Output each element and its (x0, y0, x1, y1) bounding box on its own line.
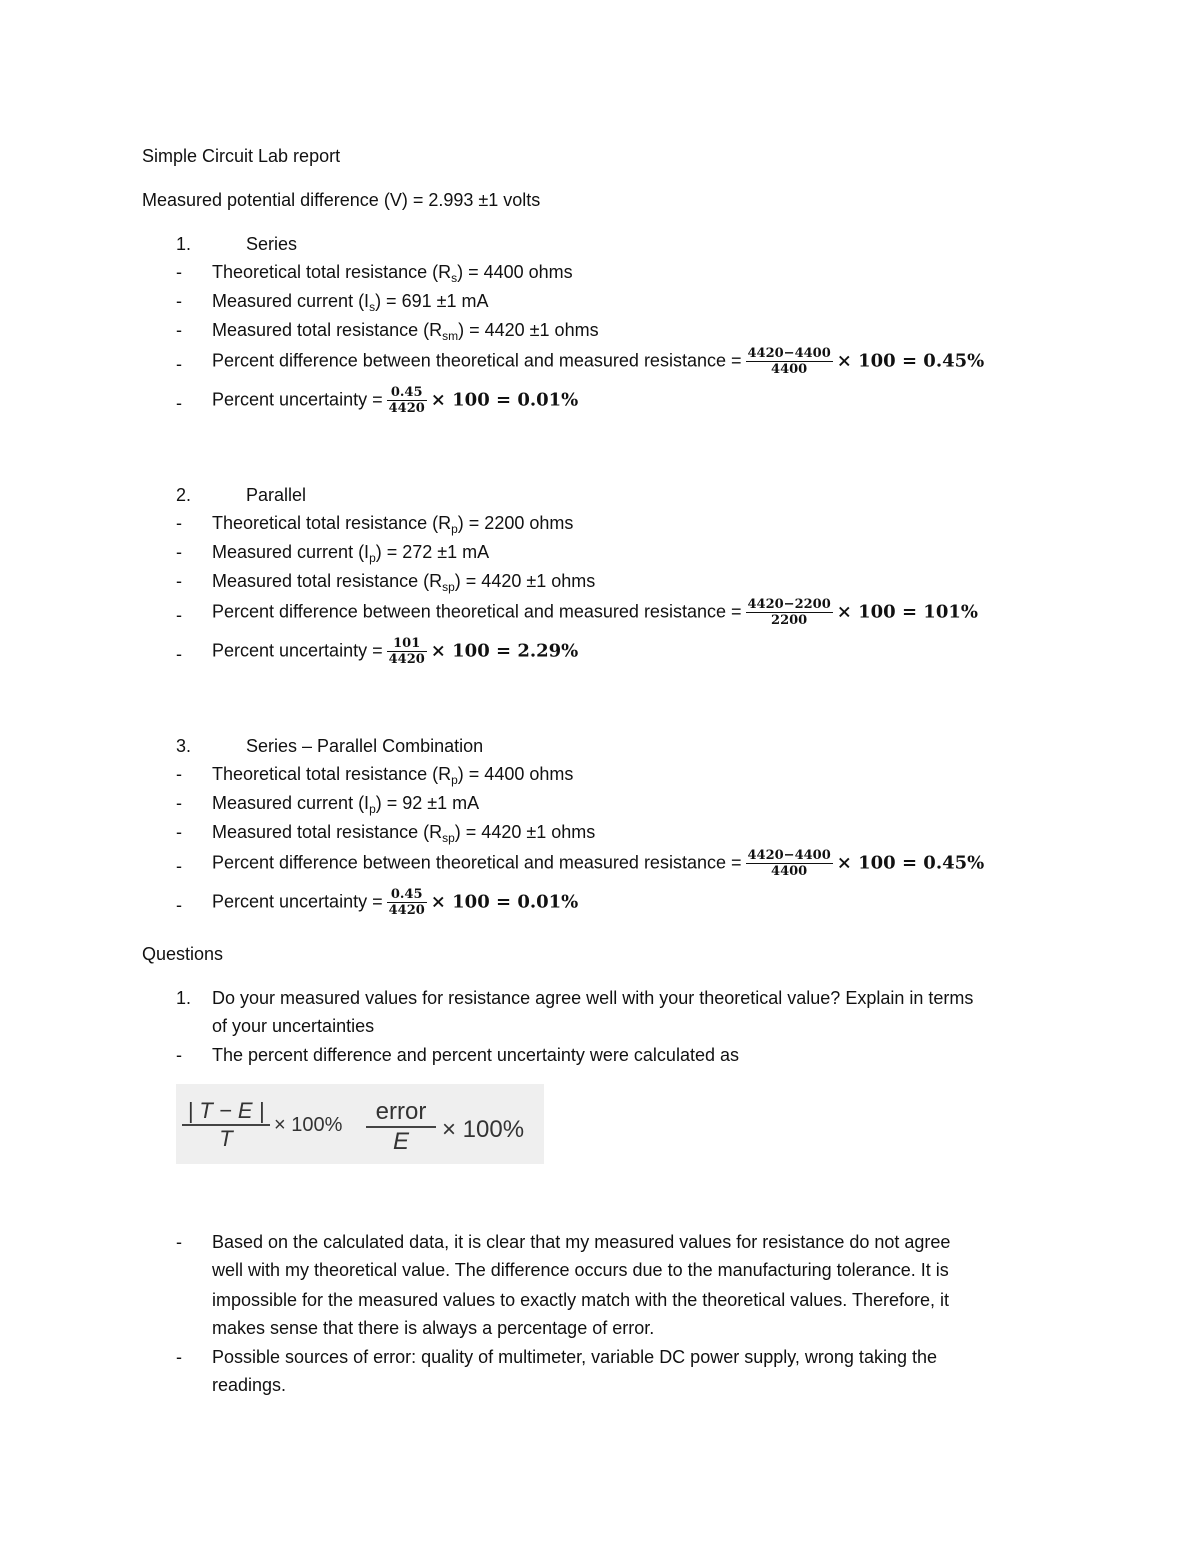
measured-resistance-value: ) = 4420 ±1 ohms (454, 571, 596, 591)
section-number: 2. (176, 485, 192, 505)
bullet-dash: - (176, 291, 182, 311)
formula-2-numerator: error (366, 1098, 436, 1128)
bullet-dash: - (176, 542, 182, 562)
formula-2-multiplier: × 100% (442, 1116, 525, 1143)
fraction-numerator: 0.45 (387, 887, 427, 903)
subscript: p (451, 773, 458, 787)
fraction-numerator: 4420−4400 (747, 346, 831, 361)
section-heading: Series – Parallel Combination (246, 736, 484, 756)
percent-uncertainty-fraction (387, 636, 427, 667)
bullet-dash: - (176, 320, 182, 340)
fraction-numerator: 101 (387, 636, 427, 652)
bullet-dash: - (176, 1347, 182, 1367)
subscript: sp (442, 580, 455, 594)
section-number: 1. (176, 234, 192, 254)
measured-resistance-value: ) = 4420 ±1 ohms (458, 320, 599, 340)
fraction-numerator: 4420−2200 (747, 597, 831, 612)
section-row (176, 734, 483, 758)
bullet-dash: - (176, 856, 182, 876)
questions-heading: Questions (142, 944, 224, 964)
subscript: p (451, 522, 458, 536)
answer-line-3: impossible for the measured values to exactly match with the theoretical values. Therefore, it (212, 1290, 950, 1310)
bullet-dash: - (176, 571, 182, 591)
formula-1-numerator: | T − E | (182, 1098, 270, 1126)
answer-line-4: makes sense that there is always a percentage of error. (212, 1318, 655, 1338)
bullet-dash: - (176, 605, 182, 625)
section-row (212, 762, 573, 792)
formula-1-multiplier: × 100% (274, 1114, 343, 1136)
percent-difference-label: Percent difference between theoretical and measured resistance = (212, 601, 742, 622)
bullet-dash: - (176, 793, 182, 813)
section-number: 3. (176, 736, 192, 756)
percent-difference-fraction (746, 597, 833, 628)
measured-current-value: ) = 92 ±1 mA (375, 793, 480, 813)
subscript: p (369, 802, 376, 816)
theoretical-resistance-value: ) = 4400 ohms (457, 262, 573, 282)
section-row (212, 887, 578, 918)
fraction-denominator: 2200 (771, 613, 808, 628)
section-row (212, 597, 978, 628)
percent-difference-fraction (746, 346, 833, 377)
section-row (212, 385, 578, 416)
section-row (212, 636, 578, 667)
measured-current-value: ) = 272 ±1 mA (375, 542, 490, 562)
measured-resistance-value: ) = 4420 ±1 ohms (454, 822, 596, 842)
section-row (212, 820, 595, 850)
measured-resistance-prefix: Measured total resistance (R (212, 571, 443, 591)
bullet-dash: - (176, 822, 182, 842)
section-row (212, 569, 595, 599)
bullet-dash: - (176, 895, 182, 915)
measured-current-prefix: Measured current (I (212, 291, 370, 311)
percent-uncertainty-label: Percent uncertainty = (212, 891, 383, 912)
fraction-denominator: 4420 (388, 652, 425, 667)
bullet-dash: - (176, 764, 182, 784)
bullet-dash: - (176, 513, 182, 533)
fraction-denominator: 4400 (771, 362, 808, 377)
percent-difference-label: Percent difference between theoretical and measured resistance = (212, 852, 742, 873)
section-row (176, 232, 297, 256)
measured-resistance-prefix: Measured total resistance (R (212, 320, 443, 340)
percent-uncertainty-fraction (387, 385, 427, 416)
answer-intro: The percent difference and percent uncertainty were calculated as (212, 1045, 739, 1065)
percent-uncertainty-label: Percent uncertainty = (212, 389, 383, 410)
subscript: s (451, 271, 458, 285)
bullet-dash: - (176, 393, 182, 413)
percent-difference-result: × 100 = 0.45% (836, 852, 985, 874)
bullet-dash: - (176, 262, 182, 282)
section-row (212, 346, 984, 377)
fraction-denominator: 4420 (388, 903, 425, 918)
theoretical-resistance-prefix: Theoretical total resistance (R (212, 262, 452, 282)
report-title: Simple Circuit Lab report (142, 146, 341, 166)
section-row (212, 318, 599, 348)
section-heading: Series (246, 234, 298, 254)
subscript: p (369, 551, 376, 565)
percent-uncertainty-formula (366, 1098, 436, 1156)
measured-resistance-prefix: Measured total resistance (R (212, 822, 443, 842)
formula-image (176, 1084, 544, 1164)
answer-line-2: well with my theoretical value. The difference occurs due to the manufacturing tolerance. It is (212, 1260, 949, 1280)
bullet-dash: - (176, 1232, 182, 1252)
theoretical-resistance-value: ) = 4400 ohms (457, 764, 574, 784)
measured-current-prefix: Measured current (I (212, 542, 370, 562)
section-row (212, 511, 573, 541)
subscript: s (369, 300, 376, 314)
percent-difference-result: × 100 = 101% (836, 601, 978, 623)
bullet-dash: - (176, 1045, 182, 1065)
percent-difference-fraction (746, 848, 833, 879)
section-row (212, 260, 573, 290)
bullet-dash: - (176, 644, 182, 664)
subscript: sp (442, 831, 455, 845)
fraction-denominator: 4400 (771, 864, 808, 879)
answer-line-1: Based on the calculated data, it is clear that my measured values for resistance do not agree (212, 1232, 951, 1252)
section-row (212, 848, 984, 879)
theoretical-resistance-value: ) = 2200 ohms (457, 513, 574, 533)
subscript: sm (442, 329, 459, 343)
question-1-number: 1. (176, 988, 192, 1008)
fraction-numerator: 0.45 (387, 385, 427, 401)
percent-difference-formula (182, 1098, 270, 1152)
percent-difference-result: × 100 = 0.45% (836, 350, 985, 372)
question-1-text-cont: of your uncertainties (212, 1016, 375, 1036)
section-row (176, 483, 306, 507)
percent-uncertainty-result: × 100 = 0.01% (430, 891, 579, 913)
sources-line-2: readings. (212, 1375, 287, 1395)
percent-difference-label: Percent difference between theoretical and measured resistance = (212, 350, 742, 371)
theoretical-resistance-prefix: Theoretical total resistance (R (212, 513, 452, 533)
percent-uncertainty-result: × 100 = 2.29% (430, 640, 579, 662)
fraction-denominator: 4420 (388, 401, 425, 416)
bullet-dash: - (176, 354, 182, 374)
percent-uncertainty-result: × 100 = 0.01% (430, 389, 579, 411)
percent-uncertainty-fraction (387, 887, 427, 918)
section-heading: Parallel (246, 485, 307, 505)
percent-uncertainty-label: Percent uncertainty = (212, 640, 383, 661)
section-row (212, 289, 489, 319)
measured-voltage: Measured potential difference (V) = 2.993 ±1 volts (142, 190, 541, 210)
question-1-text: Do your measured values for resistance agree well with your theoretical value? Explain in terms (212, 988, 974, 1008)
theoretical-resistance-prefix: Theoretical total resistance (R (212, 764, 452, 784)
measured-current-prefix: Measured current (I (212, 793, 370, 813)
fraction-numerator: 4420−4400 (747, 848, 831, 863)
sources-line-1: Possible sources of error: quality of multimeter, variable DC power supply, wrong taking the (212, 1347, 937, 1367)
measured-current-value: ) = 691 ±1 mA (375, 291, 489, 311)
formula-1-denominator: T (219, 1126, 233, 1151)
section-row (212, 540, 489, 570)
formula-2-denominator: E (392, 1128, 409, 1155)
section-row (212, 791, 479, 821)
